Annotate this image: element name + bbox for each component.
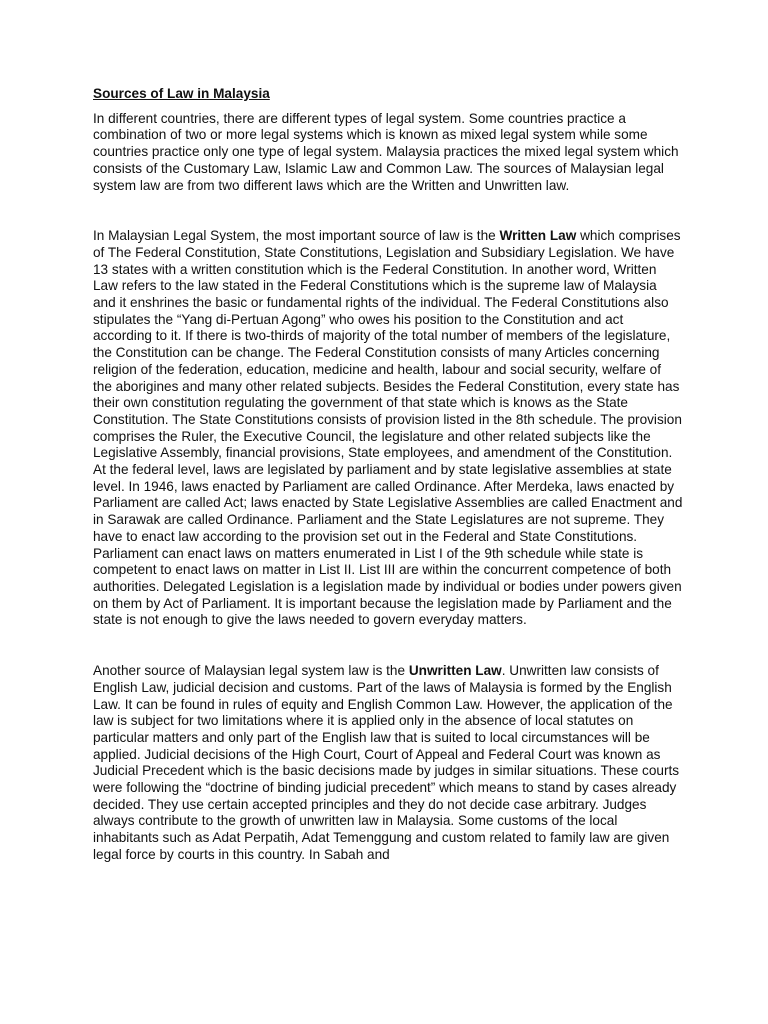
paragraph-intro: In different countries, there are different types of legal system. Some countries practice a combination of two or more legal systems which is known as mixed legal system while some countries practice only one type of legal system. Malaysia practices the mixed legal system which consists of the Customary Law, Islamic Law and Common Law. The sources of Malaysian legal system law are from two different laws which are the Written and Unwritten law.: [93, 110, 679, 193]
unwritten-law-body-text: . Unwritten law consists of English Law, judicial decision and customs. Part of the laws of Malaysia is formed by the English Law. It can be found in rules of equity and English Common Law. However, the application of the law is subject for two limitations where it is applied only in the absence of local statutes on particular matters and only part of the English law that is suited to local circumstances will be applied. Judicial decisions of the High Court, Court of Appeal and Federal Court was known as Judicial Precedent which is the basic decisions made by judges in similar situations. These courts were following the “doctrine of binding judicial precedent” which means to stand by cases already decided. They use certain accepted principles and they do not decide case arbitrary. Judges always contribute to the growth of unwritten law in Malaysia. Some customs of the local inhabitants such as Adat Perpatih, Adat Temenggung and custom related to family law are given legal force by courts in this country. In Sabah and: [93, 663, 680, 862]
unwritten-law-term: Unwritten Law: [408, 663, 502, 679]
written-law-lead-text: In Malaysian Legal System, the most important source of law is the: [93, 228, 500, 244]
paragraph-unwritten-law: [93, 663, 683, 863]
paragraph-spacer: [93, 629, 683, 663]
document-page: [93, 86, 683, 864]
paragraph-spacer: [93, 194, 683, 228]
written-law-term: Written Law: [499, 228, 577, 244]
paragraph-written-law: [93, 228, 683, 629]
unwritten-law-lead-text: Another source of Malaysian legal system law is the: [93, 663, 409, 679]
document-title: Sources of Law in Malaysia: [93, 86, 270, 101]
written-law-body-text: which comprises of The Federal Constitution, State Constitutions, Legislation and Subsidiary Legislation. We have 13 states with a written constitution which is the Federal Constitution. In another word, Written Law refers to the law stated in the Federal Constitutions which is the supreme law of Malaysia and it enshrines the basic or fundamental rights of the individual. The Federal Constitutions also stipulates the “Yang di-Pertuan Agong” who owes his position to the Constitution and act according to it. If there is two-thirds of majority of the total number of members of the legislature, the Constitution can be change. The Federal Constitution consists of many Articles concerning religion of the federation, education, medicine and health, labour and social security, welfare of the aborigines and many other related subjects. Besides the Federal Constitution, every state has their own constitution regulating the government of that state which is knows as the State Constitution. The State Constitutions consists of provision listed in the 8th schedule. The provision comprises the Ruler, the Executive Council, the legislature and other related subjects like the Legislative Assembly, financial provisions, State employees, and amendment of the Constitution. At the federal level, laws are legislated by parliament and by state legislative assemblies at state level. In 1946, laws enacted by Parliament are called Ordinance. After Merdeka, laws enacted by Parliament are called Act; laws enacted by State Legislative Assemblies are called Enactment and in Sarawak are called Ordinance. Parliament and the State Legislatures are not supreme. They have to enact law according to the provision set out in the Federal and State Constitutions. Parliament can enact laws on matters enumerated in List I of the 9th schedule while state is competent to enact laws on matter in List II. List III are within the concurrent competence of both authorities. Delegated Legislation is a legislation made by individual or bodies under powers given on them by Act of Parliament. It is important because the legislation made by Parliament and the state is not enough to give the laws needed to govern everyday matters.: [93, 228, 683, 628]
